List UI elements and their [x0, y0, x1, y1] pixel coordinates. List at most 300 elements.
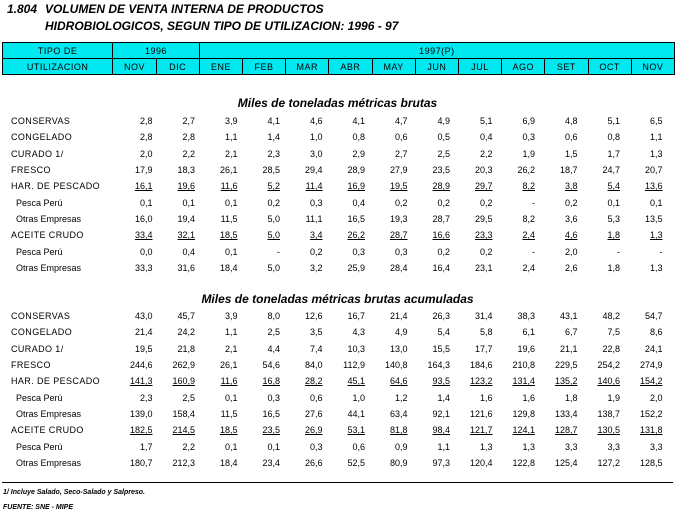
table-cell: 0,6 — [309, 392, 323, 403]
table-cell: 0,8 — [352, 132, 365, 143]
table-cell: 180,7 — [129, 457, 153, 468]
table-cell: 3,5 — [309, 327, 323, 338]
table-cell: 164,3 — [427, 360, 450, 371]
table-cell: 16,9 — [347, 181, 365, 192]
table-cell: - — [659, 246, 663, 257]
table-cell: 19,4 — [177, 213, 195, 224]
header-month-dic-1: DIC — [156, 59, 199, 75]
table-cell: 19,3 — [389, 213, 408, 224]
table-cell: 16,5 — [347, 213, 365, 224]
table-cell: 3,9 — [224, 311, 238, 322]
header-utilizacion: UTILIZACION — [3, 59, 113, 75]
table-cell: 120,4 — [469, 457, 493, 468]
row-label: Pesca Perú — [16, 392, 63, 403]
table-cell: 4,8 — [564, 116, 578, 127]
row-label: Otras Empresas — [16, 262, 82, 273]
table-row — [2, 211, 666, 227]
table-cell: 18,7 — [559, 165, 578, 176]
header-table — [2, 42, 675, 75]
table-cell: 23,1 — [474, 262, 493, 273]
table-cell: 18,3 — [177, 165, 195, 176]
table-cell: 98,4 — [432, 425, 450, 436]
table-cell: 29,4 — [304, 165, 323, 176]
table-cell: 28,9 — [347, 165, 365, 176]
table-cell: 1,3 — [522, 441, 535, 452]
table-cell: 0,2 — [309, 246, 323, 257]
table-cell: 5,1 — [479, 116, 493, 127]
table-cell: 23,5 — [432, 165, 450, 176]
header-month-nov-0: NOV — [113, 59, 156, 75]
table-cell: 125,4 — [554, 457, 578, 468]
table-cell: 38,3 — [517, 311, 535, 322]
table-cell: 17,9 — [134, 165, 153, 176]
table-cell: 23,4 — [262, 457, 280, 468]
table-cell: 229,5 — [554, 360, 578, 371]
header-row-months — [3, 59, 675, 75]
header-tipo-de: TIPO DE — [3, 43, 113, 59]
table-cell: 4,6 — [564, 230, 578, 241]
table-cell: 11,6 — [220, 376, 238, 387]
table-cell: 24,7 — [602, 165, 620, 176]
row-label: Pesca Perú — [16, 197, 63, 208]
bottom-rule — [2, 482, 673, 483]
row-label: CONGELADO — [11, 132, 73, 143]
table-cell: 3,3 — [564, 441, 578, 452]
table-cell: 25,9 — [347, 262, 365, 273]
table-row — [2, 389, 666, 405]
table-cell: 122,8 — [512, 457, 535, 468]
table-cell: 5,4 — [607, 181, 620, 192]
table-cell: 18,4 — [219, 457, 238, 468]
table-cell: 0,2 — [564, 197, 578, 208]
table-cell: 2,2 — [182, 148, 195, 159]
table-cell: 16,6 — [432, 230, 450, 241]
table-cell: 11,1 — [305, 213, 323, 224]
table-cell: 2,7 — [394, 148, 408, 159]
table-cell: 16,5 — [262, 408, 280, 419]
table-cell: 16,7 — [347, 311, 365, 322]
table-cell: 5,0 — [267, 213, 280, 224]
table-cell: 128,7 — [554, 425, 578, 436]
row-label: FRESCO — [11, 165, 51, 176]
table-cell: - — [277, 246, 280, 257]
table-cell: 97,3 — [432, 457, 450, 468]
table-cell: 18,5 — [219, 425, 238, 436]
table-cell: 8,2 — [522, 213, 535, 224]
row-label: Otras Empresas — [16, 213, 82, 224]
table-cell: 4,1 — [267, 116, 280, 127]
table-cell: 11,4 — [305, 181, 323, 192]
table-cell: 45,7 — [177, 311, 195, 322]
table-row — [2, 243, 666, 259]
table-cell: 0,8 — [607, 132, 620, 143]
table-row — [2, 194, 666, 210]
table-cell: 130,5 — [597, 425, 620, 436]
table-cell: 0,2 — [437, 246, 450, 257]
table-cell: 1,1 — [437, 441, 450, 452]
table-cell: 2,8 — [182, 132, 195, 143]
table-row — [2, 373, 666, 389]
title-line-1: VOLUMEN DE VENTA INTERNA DE PRODUCTOS — [45, 2, 324, 16]
table-cell: 21,4 — [389, 311, 408, 322]
table-cell: 19,5 — [134, 343, 153, 354]
table-row — [2, 146, 666, 162]
table-cell: 2,9 — [352, 148, 365, 159]
table-cell: 11,5 — [220, 408, 238, 419]
row-label: Otras Empresas — [16, 457, 82, 468]
table-cell: 129,8 — [512, 408, 535, 419]
row-label: CONGELADO — [11, 327, 73, 338]
section-1-table — [2, 113, 666, 276]
table-cell: 54,7 — [644, 311, 663, 322]
table-cell: 28,4 — [389, 262, 408, 273]
table-cell: 13,5 — [644, 213, 663, 224]
title-line-2: HIDROBIOLOGICOS, SEGUN TIPO DE UTILIZACION: 1996 - 97 — [45, 19, 399, 33]
table-row — [2, 178, 666, 194]
table-cell: 1,8 — [607, 230, 620, 241]
table-cell: 29,5 — [474, 213, 493, 224]
table-cell: 154,2 — [639, 376, 663, 387]
section-2-table — [2, 308, 666, 471]
table-cell: 2,0 — [649, 392, 663, 403]
table-cell: 0,9 — [394, 441, 408, 452]
table-cell: 0,3 — [394, 246, 408, 257]
table-cell: 18,5 — [219, 230, 238, 241]
row-label: FRESCO — [11, 360, 51, 371]
table-number-and-title — [7, 2, 324, 16]
table-cell: 131,4 — [512, 376, 535, 387]
table-cell: 2,1 — [224, 148, 238, 159]
table-cell: 124,1 — [512, 425, 535, 436]
table-cell: 63,4 — [389, 408, 408, 419]
table-cell: 43,1 — [559, 311, 578, 322]
table-cell: 4,3 — [352, 327, 365, 338]
table-cell: 3,4 — [309, 230, 323, 241]
table-cell: 8,0 — [267, 311, 280, 322]
table-cell: 1,8 — [564, 392, 578, 403]
table-cell: 27,9 — [389, 165, 408, 176]
table-cell: 2,5 — [437, 148, 450, 159]
table-cell: 3,3 — [649, 441, 663, 452]
table-cell: 1,0 — [352, 392, 365, 403]
table-cell: 1,9 — [522, 148, 535, 159]
table-cell: 1,7 — [607, 148, 620, 159]
table-row — [2, 129, 666, 145]
table-cell: 262,9 — [172, 360, 195, 371]
table-cell: 64,6 — [389, 376, 408, 387]
table-cell: 5,8 — [479, 327, 493, 338]
table-row — [2, 357, 666, 373]
table-cell: 112,9 — [343, 360, 365, 371]
table-cell: 160,9 — [172, 376, 195, 387]
table-cell: 18,4 — [219, 262, 238, 273]
table-cell: 12,6 — [304, 311, 323, 322]
table-cell: 140,8 — [384, 360, 408, 371]
table-cell: - — [532, 197, 535, 208]
table-cell: 21,1 — [559, 343, 578, 354]
table-cell: 26,2 — [517, 165, 535, 176]
table-cell: 2,2 — [182, 441, 195, 452]
table-cell: 0,2 — [479, 246, 493, 257]
table-cell: 5,3 — [607, 213, 620, 224]
table-cell: 0,4 — [352, 197, 365, 208]
table-cell: 3,3 — [607, 441, 620, 452]
header-month-set-10: SET — [545, 59, 588, 75]
table-cell: 93,5 — [432, 376, 450, 387]
table-cell: 1,3 — [649, 262, 663, 273]
table-cell: 24,2 — [177, 327, 195, 338]
table-cell: 4,9 — [394, 327, 408, 338]
table-cell: 4,6 — [309, 116, 323, 127]
table-cell: 28,7 — [389, 230, 408, 241]
table-cell: 1,8 — [607, 262, 620, 273]
table-cell: 139,0 — [129, 408, 153, 419]
table-cell: 6,5 — [649, 116, 663, 127]
table-cell: 0,2 — [479, 197, 493, 208]
table-cell: 0,2 — [267, 197, 280, 208]
table-cell: 128,5 — [639, 457, 663, 468]
table-cell: 28,9 — [432, 181, 450, 192]
table-row — [2, 227, 666, 243]
table-cell: 0,1 — [224, 246, 238, 257]
table-cell: 20,3 — [474, 165, 493, 176]
table-cell: 2,4 — [522, 230, 535, 241]
table-cell: 26,2 — [347, 230, 365, 241]
table-cell: 0,1 — [224, 197, 238, 208]
table-cell: 123,2 — [469, 376, 493, 387]
header-month-may-6: MAY — [372, 59, 415, 75]
table-cell: 0,2 — [394, 197, 408, 208]
table-cell: 28,7 — [432, 213, 450, 224]
table-cell: 24,1 — [644, 343, 663, 354]
row-label: Otras Empresas — [16, 408, 82, 419]
table-cell: 0,0 — [139, 246, 153, 257]
table-cell: 0,5 — [437, 132, 450, 143]
table-cell: 31,4 — [474, 311, 493, 322]
table-cell: 0,1 — [224, 441, 238, 452]
table-cell: 184,6 — [469, 360, 493, 371]
header-year-1996: 1996 — [113, 43, 199, 59]
table-cell: 2,8 — [139, 132, 153, 143]
table-cell: 254,2 — [597, 360, 620, 371]
header-month-oct-11: OCT — [588, 59, 631, 75]
table-cell: 5,2 — [267, 181, 280, 192]
table-cell: 135,2 — [554, 376, 578, 387]
table-cell: 23,3 — [474, 230, 493, 241]
table-cell: 19,6 — [517, 343, 535, 354]
table-cell: 1,3 — [479, 441, 493, 452]
table-cell: 0,1 — [267, 441, 280, 452]
table-cell: 2,0 — [564, 246, 578, 257]
table-cell: 19,5 — [389, 181, 408, 192]
table-cell: 23,5 — [262, 425, 280, 436]
row-label: CURADO 1/ — [11, 148, 64, 159]
table-cell: 6,9 — [522, 116, 535, 127]
table-cell: 92,1 — [432, 408, 450, 419]
table-cell: 10,3 — [347, 343, 365, 354]
table-cell: 131,8 — [639, 425, 663, 436]
table-cell: 19,6 — [177, 181, 195, 192]
source-note: FUENTE: SNE - MIPE — [3, 504, 74, 511]
table-cell: 0,1 — [649, 197, 663, 208]
table-row — [2, 162, 666, 178]
table-cell: 52,5 — [347, 457, 365, 468]
table-cell: 16,0 — [134, 213, 153, 224]
table-cell: 28,5 — [262, 165, 280, 176]
table-cell: 2,6 — [564, 262, 578, 273]
table-cell: 26,1 — [219, 165, 238, 176]
table-cell: 0,6 — [394, 132, 408, 143]
table-cell: 2,1 — [224, 343, 238, 354]
table-cell: 1,5 — [564, 148, 578, 159]
table-cell: 48,2 — [602, 311, 620, 322]
table-cell: 13,0 — [389, 343, 408, 354]
table-cell: 121,6 — [469, 408, 493, 419]
table-cell: 121,7 — [469, 425, 493, 436]
table-cell: 4,1 — [352, 116, 365, 127]
table-cell: 32,1 — [177, 230, 195, 241]
table-row — [2, 308, 666, 324]
table-cell: 1,1 — [224, 327, 238, 338]
table-cell: 1,3 — [649, 230, 663, 241]
table-cell: 43,0 — [134, 311, 153, 322]
table-cell: 1,4 — [267, 132, 280, 143]
row-label: ACEITE CRUDO — [11, 425, 84, 436]
table-cell: 214,5 — [172, 425, 195, 436]
table-cell: 13,6 — [644, 181, 663, 192]
table-cell: 5,0 — [267, 230, 280, 241]
table-cell: 0,1 — [224, 392, 238, 403]
table-cell: 3,2 — [309, 262, 323, 273]
table-cell: 1,3 — [649, 148, 663, 159]
table-cell: 212,3 — [172, 457, 195, 468]
table-cell: 2,5 — [182, 392, 195, 403]
section-2-title: Miles de toneladas métricas brutas acumuladas — [201, 292, 474, 306]
table-row — [2, 324, 666, 340]
header-month-feb-3: FEB — [242, 59, 285, 75]
section-1-title: Miles de toneladas métricas brutas — [237, 96, 438, 110]
table-cell: 4,4 — [267, 343, 280, 354]
table-cell: 0,3 — [522, 132, 535, 143]
table-cell: 1,9 — [607, 392, 620, 403]
row-label: CONSERVAS — [11, 311, 71, 322]
table-cell: 1,6 — [522, 392, 535, 403]
table-row — [2, 260, 666, 276]
table-cell: 152,2 — [639, 408, 663, 419]
table-cell: 7,4 — [309, 343, 323, 354]
table-cell: 2,4 — [522, 262, 535, 273]
table-cell: 3,8 — [564, 181, 578, 192]
table-cell: 84,0 — [304, 360, 323, 371]
table-cell: 0,6 — [564, 132, 578, 143]
table-cell: 5,4 — [437, 327, 450, 338]
table-cell: 0,1 — [182, 197, 195, 208]
header-month-nov-12: NOV — [631, 59, 674, 75]
row-label: HAR. DE PESCADO — [11, 376, 101, 387]
table-cell: 3,0 — [309, 148, 323, 159]
table-cell: 54,6 — [262, 360, 280, 371]
table-row — [2, 113, 666, 129]
table-cell: 0,4 — [479, 132, 493, 143]
table-cell: 31,6 — [177, 262, 195, 273]
header-month-jul-8: JUL — [458, 59, 501, 75]
table-cell: 1,0 — [309, 132, 323, 143]
table-cell: 53,1 — [347, 425, 365, 436]
row-label: ACEITE CRUDO — [11, 230, 84, 241]
table-cell: 1,4 — [437, 392, 450, 403]
table-cell: 11,6 — [220, 181, 238, 192]
table-cell: 16,1 — [134, 181, 153, 192]
header-month-ene-2: ENE — [199, 59, 242, 75]
table-cell: 0,3 — [352, 246, 365, 257]
table-cell: 7,5 — [607, 327, 620, 338]
table-cell: 0,4 — [182, 246, 195, 257]
table-cell: 0,3 — [309, 441, 323, 452]
table-cell: 15,5 — [432, 343, 450, 354]
table-cell: 274,9 — [639, 360, 663, 371]
table-cell: 0,3 — [309, 197, 323, 208]
table-cell: 26,3 — [432, 311, 450, 322]
header-row-years — [3, 43, 675, 59]
table-cell: 1,1 — [649, 132, 663, 143]
table-cell: 26,9 — [304, 425, 323, 436]
table-cell: 0,1 — [139, 197, 153, 208]
table-cell: 81,8 — [389, 425, 408, 436]
table-cell: 138,7 — [597, 408, 620, 419]
table-cell: 44,1 — [347, 408, 365, 419]
footnote: 1/ Incluye Salado, Seco-Salado y Salpreso. — [3, 489, 145, 496]
table-cell: 17,7 — [474, 343, 493, 354]
table-cell: 133,4 — [554, 408, 578, 419]
row-label: Pesca Perú — [16, 441, 63, 452]
table-row — [2, 422, 666, 438]
table-cell: 210,8 — [512, 360, 535, 371]
table-number: 1.804 — [7, 2, 38, 16]
row-label: Pesca Perú — [16, 246, 63, 257]
table-cell: 4,9 — [437, 116, 450, 127]
table-cell: 2,0 — [139, 148, 153, 159]
table-cell: 141,3 — [129, 376, 153, 387]
table-row — [2, 438, 666, 454]
table-cell: 2,3 — [139, 392, 153, 403]
table-cell: 29,7 — [474, 181, 493, 192]
table-cell: 2,8 — [139, 116, 153, 127]
table-cell: 45,1 — [347, 376, 365, 387]
table-cell: 33,3 — [134, 262, 153, 273]
table-cell: 6,1 — [522, 327, 535, 338]
table-cell: 26,1 — [219, 360, 238, 371]
table-cell: 4,7 — [394, 116, 408, 127]
table-cell: 2,2 — [479, 148, 493, 159]
table-cell: 27,6 — [304, 408, 323, 419]
row-label: HAR. DE PESCADO — [11, 181, 101, 192]
table-row — [2, 341, 666, 357]
table-cell: 5,1 — [607, 116, 620, 127]
table-cell: 0,3 — [267, 392, 280, 403]
table-cell: 0,1 — [607, 197, 620, 208]
table-cell: 1,7 — [139, 441, 153, 452]
table-cell: 127,2 — [597, 457, 620, 468]
table-row — [2, 406, 666, 422]
table-cell: 182,5 — [129, 425, 153, 436]
table-row — [2, 455, 666, 471]
header-month-ago-9: AGO — [502, 59, 545, 75]
table-cell: 1,2 — [394, 392, 408, 403]
table-cell: 80,9 — [389, 457, 408, 468]
table-cell: 21,8 — [177, 343, 195, 354]
table-cell: 5,0 — [267, 262, 280, 273]
header-year-1997: 1997(P) — [199, 43, 674, 59]
